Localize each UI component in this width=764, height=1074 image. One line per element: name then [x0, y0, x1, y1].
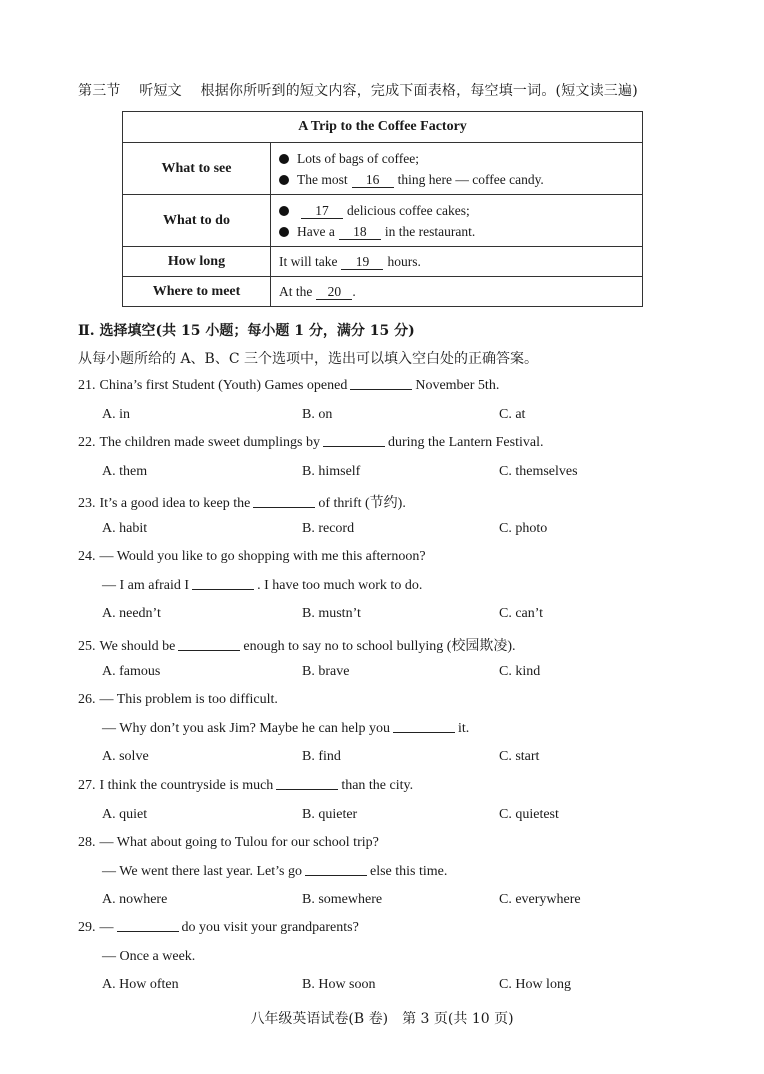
question-text: I think the countryside is much: [99, 778, 274, 793]
answer-blank[interactable]: [350, 388, 412, 390]
question-number: 27.: [78, 778, 96, 793]
option-c[interactable]: C. How long: [499, 977, 571, 992]
question-stem: [78, 549, 426, 565]
question-number: 26.: [78, 692, 96, 707]
line-text: .: [352, 284, 356, 299]
question-line: [102, 721, 469, 737]
answer-blank[interactable]: [305, 874, 367, 876]
line-text: Have a: [297, 223, 335, 239]
content-line: [279, 251, 642, 272]
question-stem: [78, 635, 516, 655]
question-text: The children made sweet dumplings by: [99, 435, 320, 450]
option-b[interactable]: B. find: [302, 749, 341, 764]
option-c[interactable]: C. start: [499, 749, 540, 764]
option-b[interactable]: B. mustn’t: [302, 606, 361, 621]
question-number: 23.: [78, 496, 96, 511]
bullet-icon: [279, 175, 289, 185]
table-row: [123, 195, 643, 247]
question-text: We should be: [99, 639, 176, 654]
option-b[interactable]: B. quieter: [302, 806, 358, 822]
question-number: 21.: [78, 378, 96, 393]
row-label: What to do: [123, 195, 271, 247]
question-text: . I have too much work to do.: [257, 577, 423, 593]
answer-blank[interactable]: 17: [301, 203, 343, 219]
answer-blank[interactable]: [117, 930, 179, 932]
question-stem: [78, 492, 406, 512]
question-text: during the Lantern Festival.: [387, 435, 544, 450]
question-number: 29.: [78, 920, 96, 935]
question-text: it.: [457, 720, 470, 736]
question-text: enough to say no to school bullying (校园欺凌).: [243, 639, 516, 654]
question-text: It’s a good idea to keep the: [99, 496, 251, 511]
question-text: — I am afraid I: [102, 577, 190, 593]
bullet-icon: [279, 227, 289, 237]
option-c[interactable]: C. kind: [499, 663, 541, 679]
line-text: hours.: [387, 254, 421, 269]
question-number: 25.: [78, 639, 96, 654]
section-label: 第三节: [78, 83, 121, 99]
question-text: — Why don’t you ask Jim? Maybe he can help you: [102, 720, 390, 736]
question-text: than the city.: [341, 778, 414, 793]
option-a[interactable]: A. in: [102, 406, 130, 422]
option-b[interactable]: B. himself: [302, 463, 361, 479]
row-content: [271, 247, 643, 277]
question-text: November 5th.: [415, 378, 500, 393]
answer-blank[interactable]: [253, 506, 315, 508]
section-kind: 听短文: [139, 83, 182, 99]
question-number: 28.: [78, 835, 96, 850]
question-line: [102, 949, 195, 965]
content-line: [279, 221, 642, 242]
option-c[interactable]: C. everywhere: [499, 892, 581, 907]
question-stem: [78, 920, 359, 936]
row-label: What to see: [123, 143, 271, 195]
row-label: Where to meet: [123, 277, 271, 307]
option-a[interactable]: A. solve: [102, 749, 149, 764]
option-b[interactable]: B. How soon: [302, 977, 376, 992]
option-b[interactable]: B. on: [302, 406, 333, 422]
content-line: [279, 281, 642, 302]
answer-blank[interactable]: 18: [339, 224, 381, 240]
answer-blank[interactable]: [393, 731, 455, 733]
question-text: do you visit your grandparents?: [181, 920, 359, 935]
content-line: [279, 148, 642, 169]
coffee-trip-table: [122, 111, 643, 307]
answer-blank[interactable]: [323, 445, 385, 447]
question-text: —: [99, 920, 114, 935]
answer-blank[interactable]: [178, 649, 240, 651]
option-a[interactable]: A. quiet: [102, 806, 148, 822]
option-a[interactable]: A. them: [102, 463, 148, 479]
option-a[interactable]: A. How often: [102, 977, 179, 992]
option-b[interactable]: B. record: [302, 520, 355, 536]
option-c[interactable]: C. quietest: [499, 806, 559, 822]
question-line: [102, 864, 447, 880]
question-text: — Would you like to go shopping with me this afternoon?: [99, 549, 426, 564]
question-number: 24.: [78, 549, 96, 564]
bullet-icon: [279, 154, 289, 164]
option-c[interactable]: C. photo: [499, 520, 548, 536]
question-stem: [78, 435, 543, 451]
question-stem: [78, 692, 278, 708]
table-row: [123, 247, 643, 277]
section-3-heading: [78, 80, 638, 100]
option-c[interactable]: C. at: [499, 406, 526, 422]
row-content: [271, 277, 643, 307]
answer-blank[interactable]: [276, 788, 338, 790]
question-text: else this time.: [370, 863, 448, 879]
section-instruction: 根据你所听到的短文内容，完成下面表格，每空填一词。(短文读三遍): [200, 83, 638, 99]
question-text: China’s first Student (Youth) Games opened: [99, 378, 348, 393]
option-c[interactable]: C. can’t: [499, 606, 544, 621]
option-c[interactable]: C. themselves: [499, 463, 578, 479]
row-content: [271, 195, 643, 247]
question-text: — This problem is too difficult.: [99, 692, 278, 707]
option-a[interactable]: A. needn’t: [102, 606, 161, 621]
question-text: — Once a week.: [102, 948, 196, 964]
content-line: [279, 169, 642, 190]
option-a[interactable]: A. famous: [102, 663, 161, 679]
answer-blank[interactable]: 20: [316, 284, 352, 300]
line-text: At the: [279, 284, 313, 299]
question-text: of thrift (节约).: [318, 496, 406, 511]
answer-blank[interactable]: 16: [352, 172, 394, 188]
line-text: It will take: [279, 254, 338, 269]
row-content: [271, 143, 643, 195]
page-footer: 八年级英语试卷(B 卷) 第 3 页(共 10 页): [250, 1011, 514, 1027]
option-a[interactable]: A. habit: [102, 520, 148, 536]
line-text: The most: [297, 171, 348, 187]
question-line: [102, 578, 422, 594]
table-row: [123, 143, 643, 195]
option-b[interactable]: B. brave: [302, 663, 350, 679]
question-stem: [78, 378, 499, 394]
part-2-instruction: 从每小题所给的 A、B、C 三个选项中，选出可以填入空白处的正确答案。: [78, 351, 539, 367]
option-a[interactable]: A. nowhere: [102, 892, 168, 907]
row-label: How long: [123, 247, 271, 277]
question-text: — What about going to Tulou for our school trip?: [99, 835, 379, 850]
question-number: 22.: [78, 435, 96, 450]
table-row: [123, 277, 643, 307]
answer-blank[interactable]: [192, 588, 254, 590]
question-stem: [78, 778, 413, 794]
line-text: thing here — coffee candy.: [397, 171, 544, 187]
line-text: Lots of bags of coffee;: [297, 150, 419, 166]
part-2-heading: Ⅱ. 选择填空(共 15 小题；每小题 1 分，满分 15 分): [78, 323, 415, 339]
line-text: delicious coffee cakes;: [347, 202, 470, 218]
question-stem: [78, 835, 379, 851]
content-line: [279, 200, 642, 221]
option-b[interactable]: B. somewhere: [302, 892, 383, 907]
answer-blank[interactable]: 19: [341, 254, 383, 270]
bullet-icon: [279, 206, 289, 216]
table-title: A Trip to the Coffee Factory: [123, 112, 643, 143]
line-text: in the restaurant.: [384, 223, 476, 239]
question-text: — We went there last year. Let’s go: [102, 863, 302, 879]
